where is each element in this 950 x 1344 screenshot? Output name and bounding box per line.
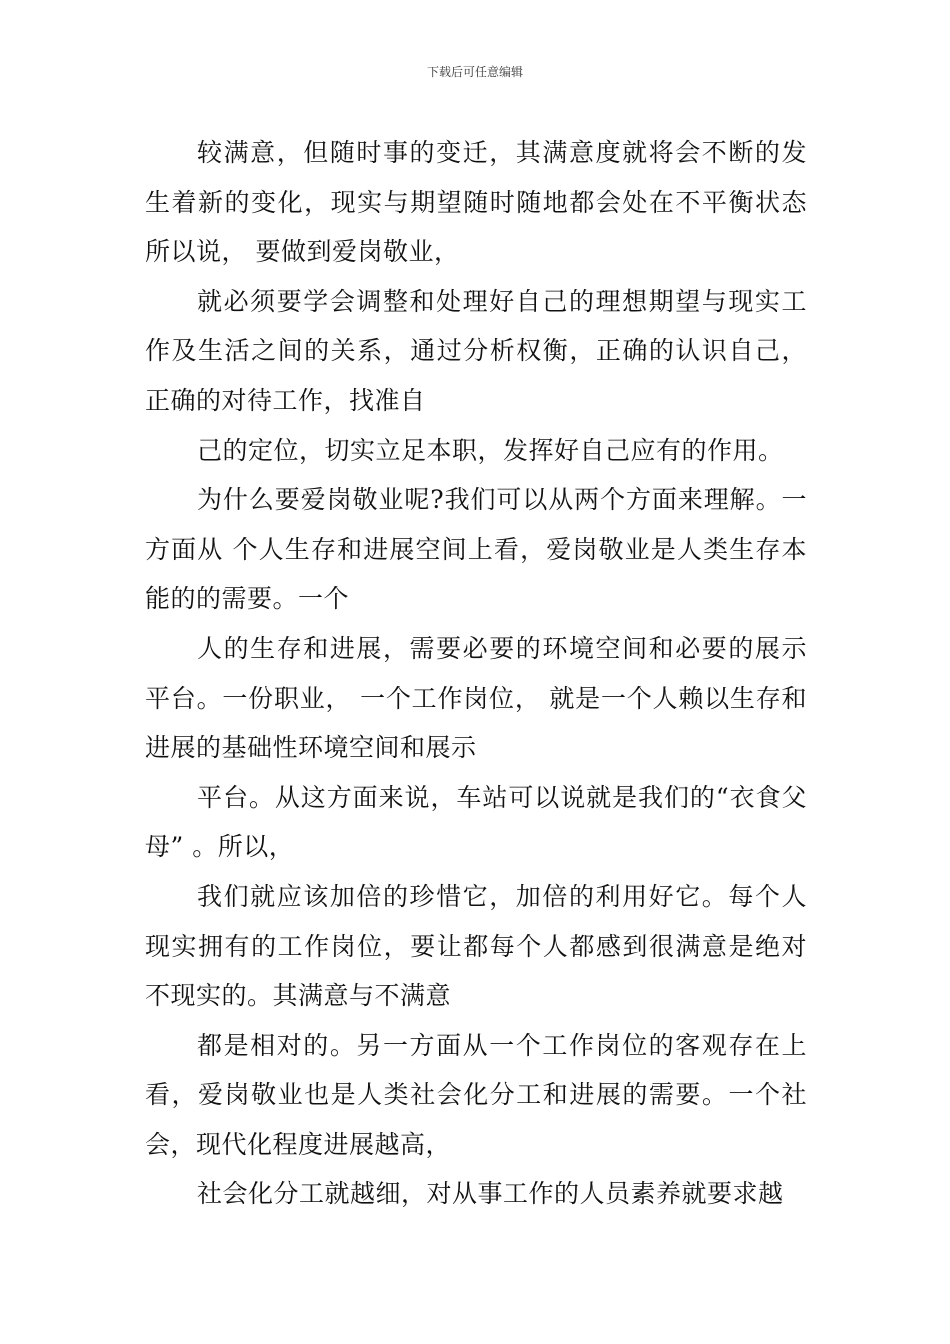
paragraph: 都是相对的。另一方面从一个工作岗位的客观存在上看，爱岗敬业也是人类社会化分工和进展的需要。一个社会，现代化程度进展越高， bbox=[145, 1030, 807, 1159]
paragraph: 较满意，但随时事的变迁，其满意度就将会不断的发生着新的变化，现实与期望随时随地都会处在不平衡状态 所以说， 要做到爱岗敬业， bbox=[145, 138, 807, 267]
paragraph: 人的生存和进展，需要必要的环境空间和必要的展示平台。一份职业， 一个工作岗位， 就是一个人赖以生存和进展的基础性环境空间和展示 bbox=[145, 633, 807, 763]
document-body bbox=[145, 128, 807, 1219]
page-header: 下载后可任意编辑 bbox=[426, 65, 523, 79]
paragraph: 社会化分工就越细，对从事工作的人员素养就要求越 bbox=[197, 1179, 784, 1209]
paragraph: 己的定位，切实立足本职，发挥好自己应有的作用。 bbox=[197, 435, 784, 465]
paragraph: 就必须要学会调整和处理好自己的理想期望与现实工作及生活之间的关系，通过分析权衡，正确的认识自己，正确的对待工作，找准自 bbox=[145, 286, 807, 415]
paragraph: 平台。从这方面来说，车站可以说就是我们的“衣食父母” 。所以， bbox=[145, 782, 807, 862]
paragraph: 我们就应该加倍的珍惜它，加倍的利用好它。每个人现实拥有的工作岗位，要让都每个人都感到很满意是绝对不现实的。其满意与不满意 bbox=[145, 881, 807, 1011]
paragraph: 为什么要爱岗敬业呢?我们可以从两个方面来理解。一方面从 个人生存和进展空间上看，爱岗敬业是人类生存本能的的需要。一个 bbox=[145, 485, 807, 614]
